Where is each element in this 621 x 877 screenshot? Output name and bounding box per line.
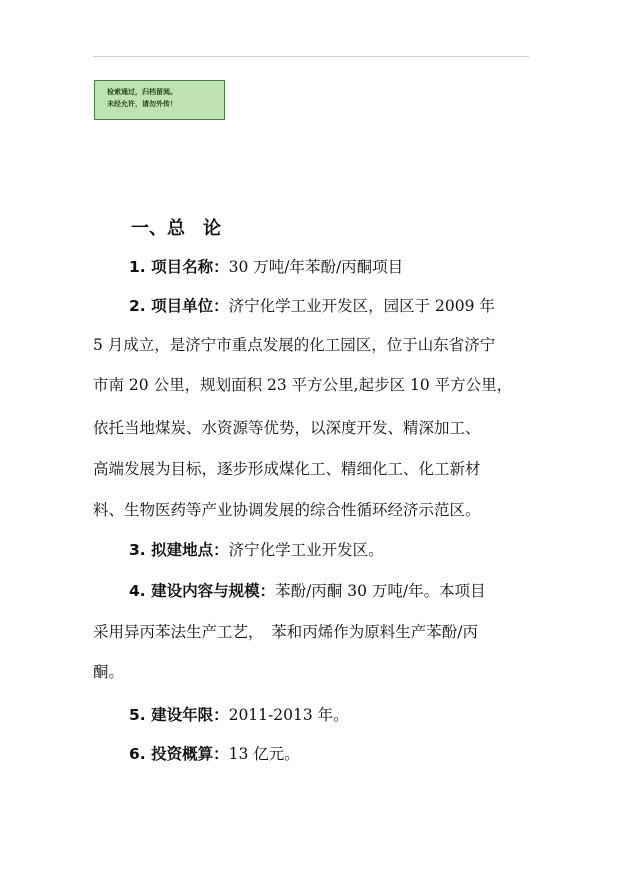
heading-number: 一、	[131, 218, 167, 239]
item-3-label: 3. 拟建地点：	[129, 541, 229, 559]
item-1	[129, 257, 403, 277]
item-6-text: 13 亿元。	[228, 745, 300, 763]
item-2-text-5: 高端发展为目标，逐步形成煤化工、精细化工、化工新材	[93, 460, 481, 478]
item-4-text-2: 采用异丙苯法生产工艺， 苯和丙烯作为原料生产苯酚/丙	[93, 623, 478, 641]
item-2-text-3: 市南 20 公里，规划面积 23 平方公里,起步区 10 平方公里，	[93, 376, 513, 394]
item-1-label: 1. 项目名称：	[129, 258, 229, 276]
item-2-label: 2. 项目单位：	[129, 297, 229, 315]
heading-word-2: 论	[203, 218, 221, 239]
stamp-line-1: 检索通过，归档留阅。	[107, 88, 177, 96]
item-4-text-3: 酮。	[93, 663, 125, 681]
header-rule	[93, 56, 529, 57]
item-5-text: 2011-2013 年。	[228, 706, 349, 724]
stamp-note	[94, 80, 225, 120]
item-4	[129, 581, 486, 601]
item-5-label: 5. 建设年限：	[129, 706, 229, 724]
item-6-label: 6. 投资概算：	[129, 745, 229, 763]
item-1-text: 30 万吨/年苯酚/丙酮项目	[228, 258, 404, 276]
item-2-text-6: 料、生物医药等产业协调发展的综合性循环经济示范区。	[93, 501, 481, 519]
item-2-text-1: 济宁化学工业开发区，园区于 2009 年	[228, 297, 495, 315]
item-2	[129, 296, 495, 316]
item-3	[129, 540, 384, 560]
item-2-text-2: 5 月成立，是济宁市重点发展的化工园区，位于山东省济宁	[93, 336, 496, 354]
section-heading	[131, 214, 221, 240]
heading-word-1: 总	[167, 218, 185, 239]
item-5	[129, 705, 349, 725]
item-2-text-4: 依托当地煤炭、水资源等优势，以深度开发、精深加工、	[93, 419, 481, 437]
item-3-text: 济宁化学工业开发区。	[228, 541, 384, 559]
item-4-label: 4. 建设内容与规模：	[129, 582, 276, 600]
item-6	[129, 744, 300, 764]
item-4-text-1: 苯酚/丙酮 30 万吨/年。本项目	[275, 582, 486, 600]
stamp-line-2: 未经允许，请勿外传！	[107, 100, 177, 108]
